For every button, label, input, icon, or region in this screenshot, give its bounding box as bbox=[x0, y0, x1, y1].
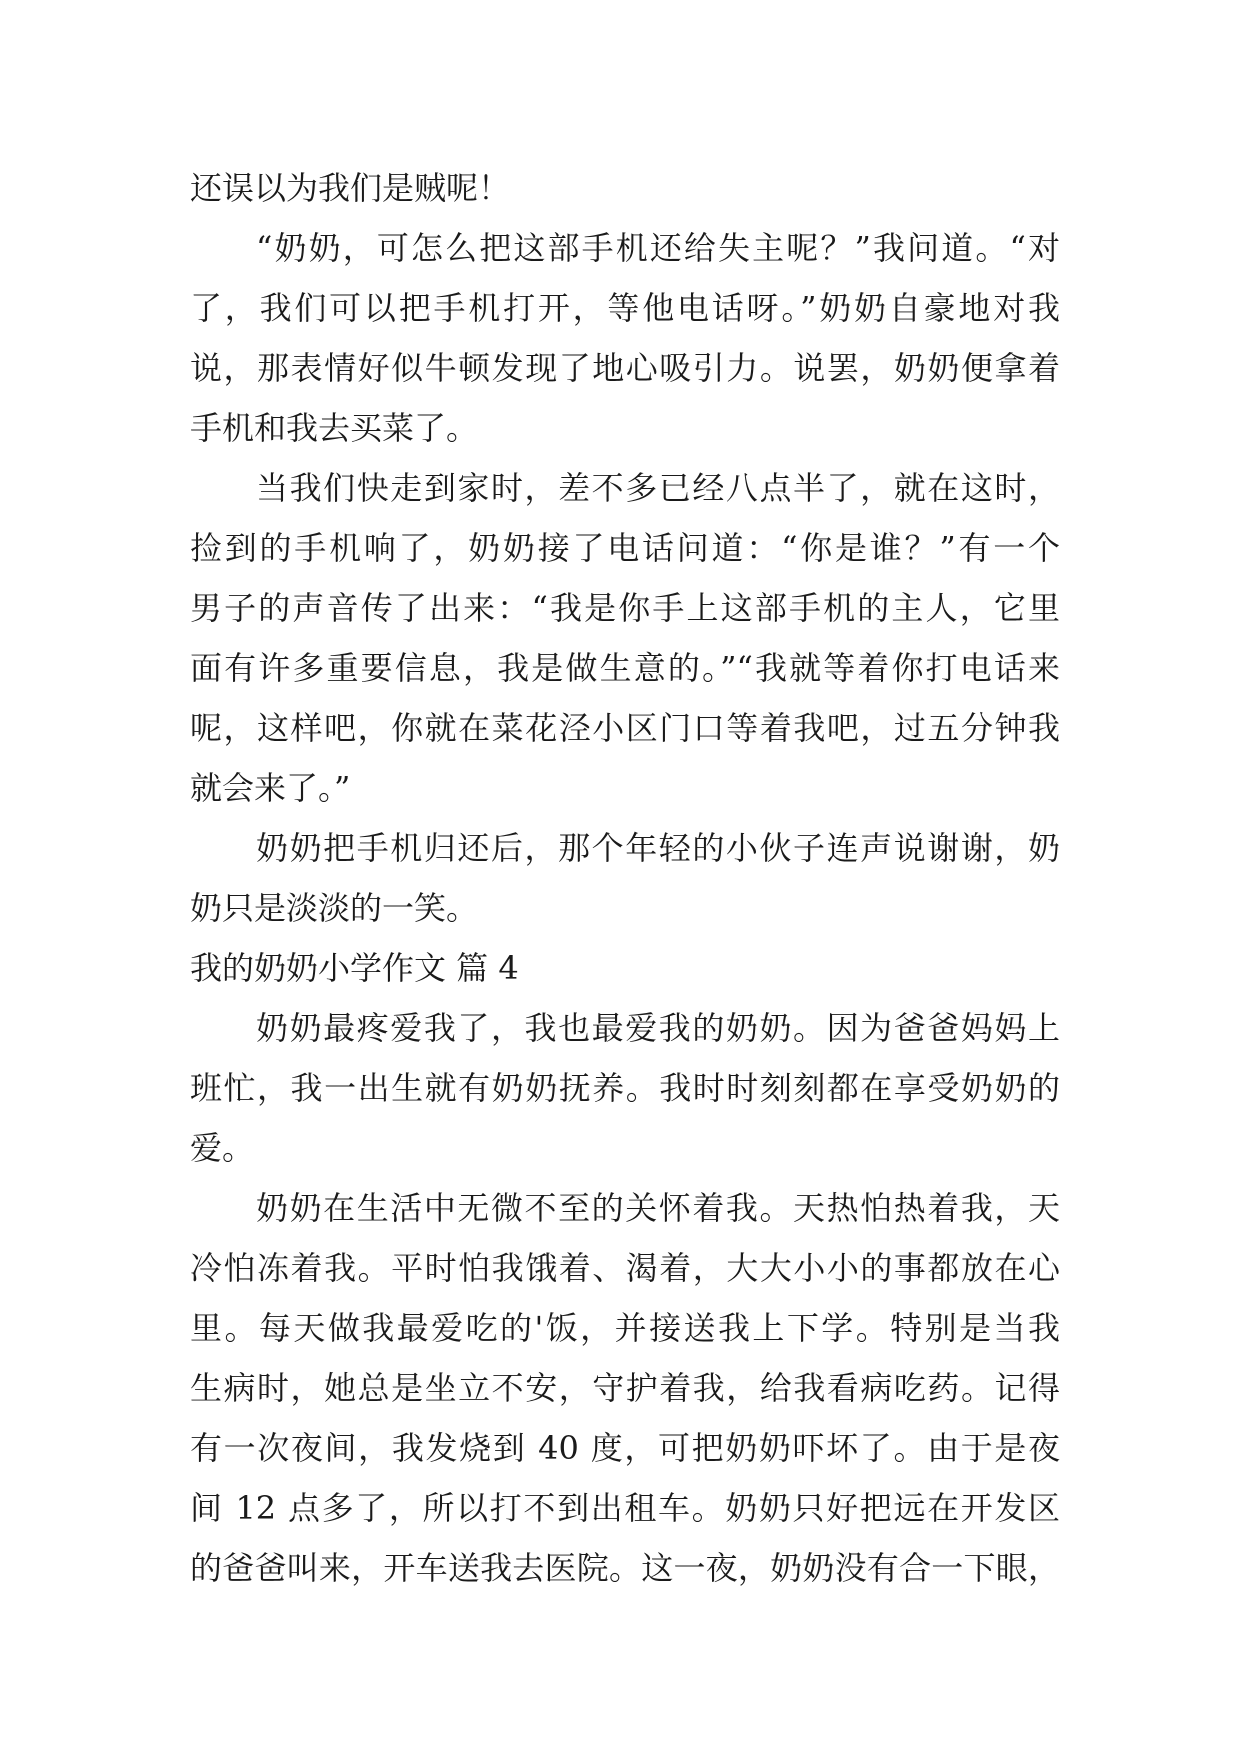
text-line: 手机和我去买菜了。 bbox=[190, 409, 479, 447]
text-line: 奶只是淡淡的一笑。 bbox=[190, 889, 479, 927]
text-line: 间 12 点多了，所以打不到出租车。奶奶只好把远在开发区 bbox=[190, 1489, 1060, 1527]
text-line: 里。每天做我最爱吃的'饭，并接送我上下学。特别是当我 bbox=[190, 1309, 1060, 1347]
text-line: 奶奶最疼爱我了，我也最爱我的奶奶。因为爸爸妈妈上 bbox=[256, 1009, 1060, 1047]
section-heading: 我的奶奶小学作文 篇 4 bbox=[190, 949, 519, 987]
text-line: 了，我们可以把手机打开，等他电话呀。”奶奶自豪地对我 bbox=[190, 289, 1060, 327]
text-line: 生病时，她总是坐立不安，守护着我，给我看病吃药。记得 bbox=[190, 1369, 1060, 1407]
text-line: “奶奶，可怎么把这部手机还给失主呢？”我问道。“对 bbox=[256, 229, 1060, 267]
text-line: 说，那表情好似牛顿发现了地心吸引力。说罢，奶奶便拿着 bbox=[190, 349, 1060, 387]
text-line: 冷怕冻着我。平时怕我饿着、渴着，大大小小的事都放在心 bbox=[190, 1249, 1060, 1287]
text-line: 奶奶把手机归还后，那个年轻的小伙子连声说谢谢，奶 bbox=[256, 829, 1060, 867]
text-line: 奶奶在生活中无微不至的关怀着我。天热怕热着我，天 bbox=[256, 1189, 1060, 1227]
text-line: 呢，这样吧，你就在菜花泾小区门口等着我吧，过五分钟我 bbox=[190, 709, 1060, 747]
text-line: 爱。 bbox=[190, 1129, 255, 1167]
text-line: 的爸爸叫来，开车送我去医院。这一夜，奶奶没有合一下眼， bbox=[190, 1549, 1060, 1587]
text-line: 有一次夜间，我发烧到 40 度，可把奶奶吓坏了。由于是夜 bbox=[190, 1429, 1060, 1467]
text-line: 面有许多重要信息，我是做生意的。”“我就等着你打电话来 bbox=[190, 649, 1060, 687]
text-line: 当我们快走到家时，差不多已经八点半了，就在这时， bbox=[256, 469, 1060, 507]
text-line: 男子的声音传了出来：“我是你手上这部手机的主人，它里 bbox=[190, 589, 1060, 627]
text-line: 班忙，我一出生就有奶奶抚养。我时时刻刻都在享受奶奶的 bbox=[190, 1069, 1060, 1107]
text-line: 就会来了。” bbox=[190, 769, 351, 807]
document-body bbox=[190, 158, 1060, 1598]
text-line: 捡到的手机响了，奶奶接了电话问道：“你是谁？”有一个 bbox=[190, 529, 1060, 567]
text-line: 还误以为我们是贼呢！ bbox=[190, 169, 511, 207]
